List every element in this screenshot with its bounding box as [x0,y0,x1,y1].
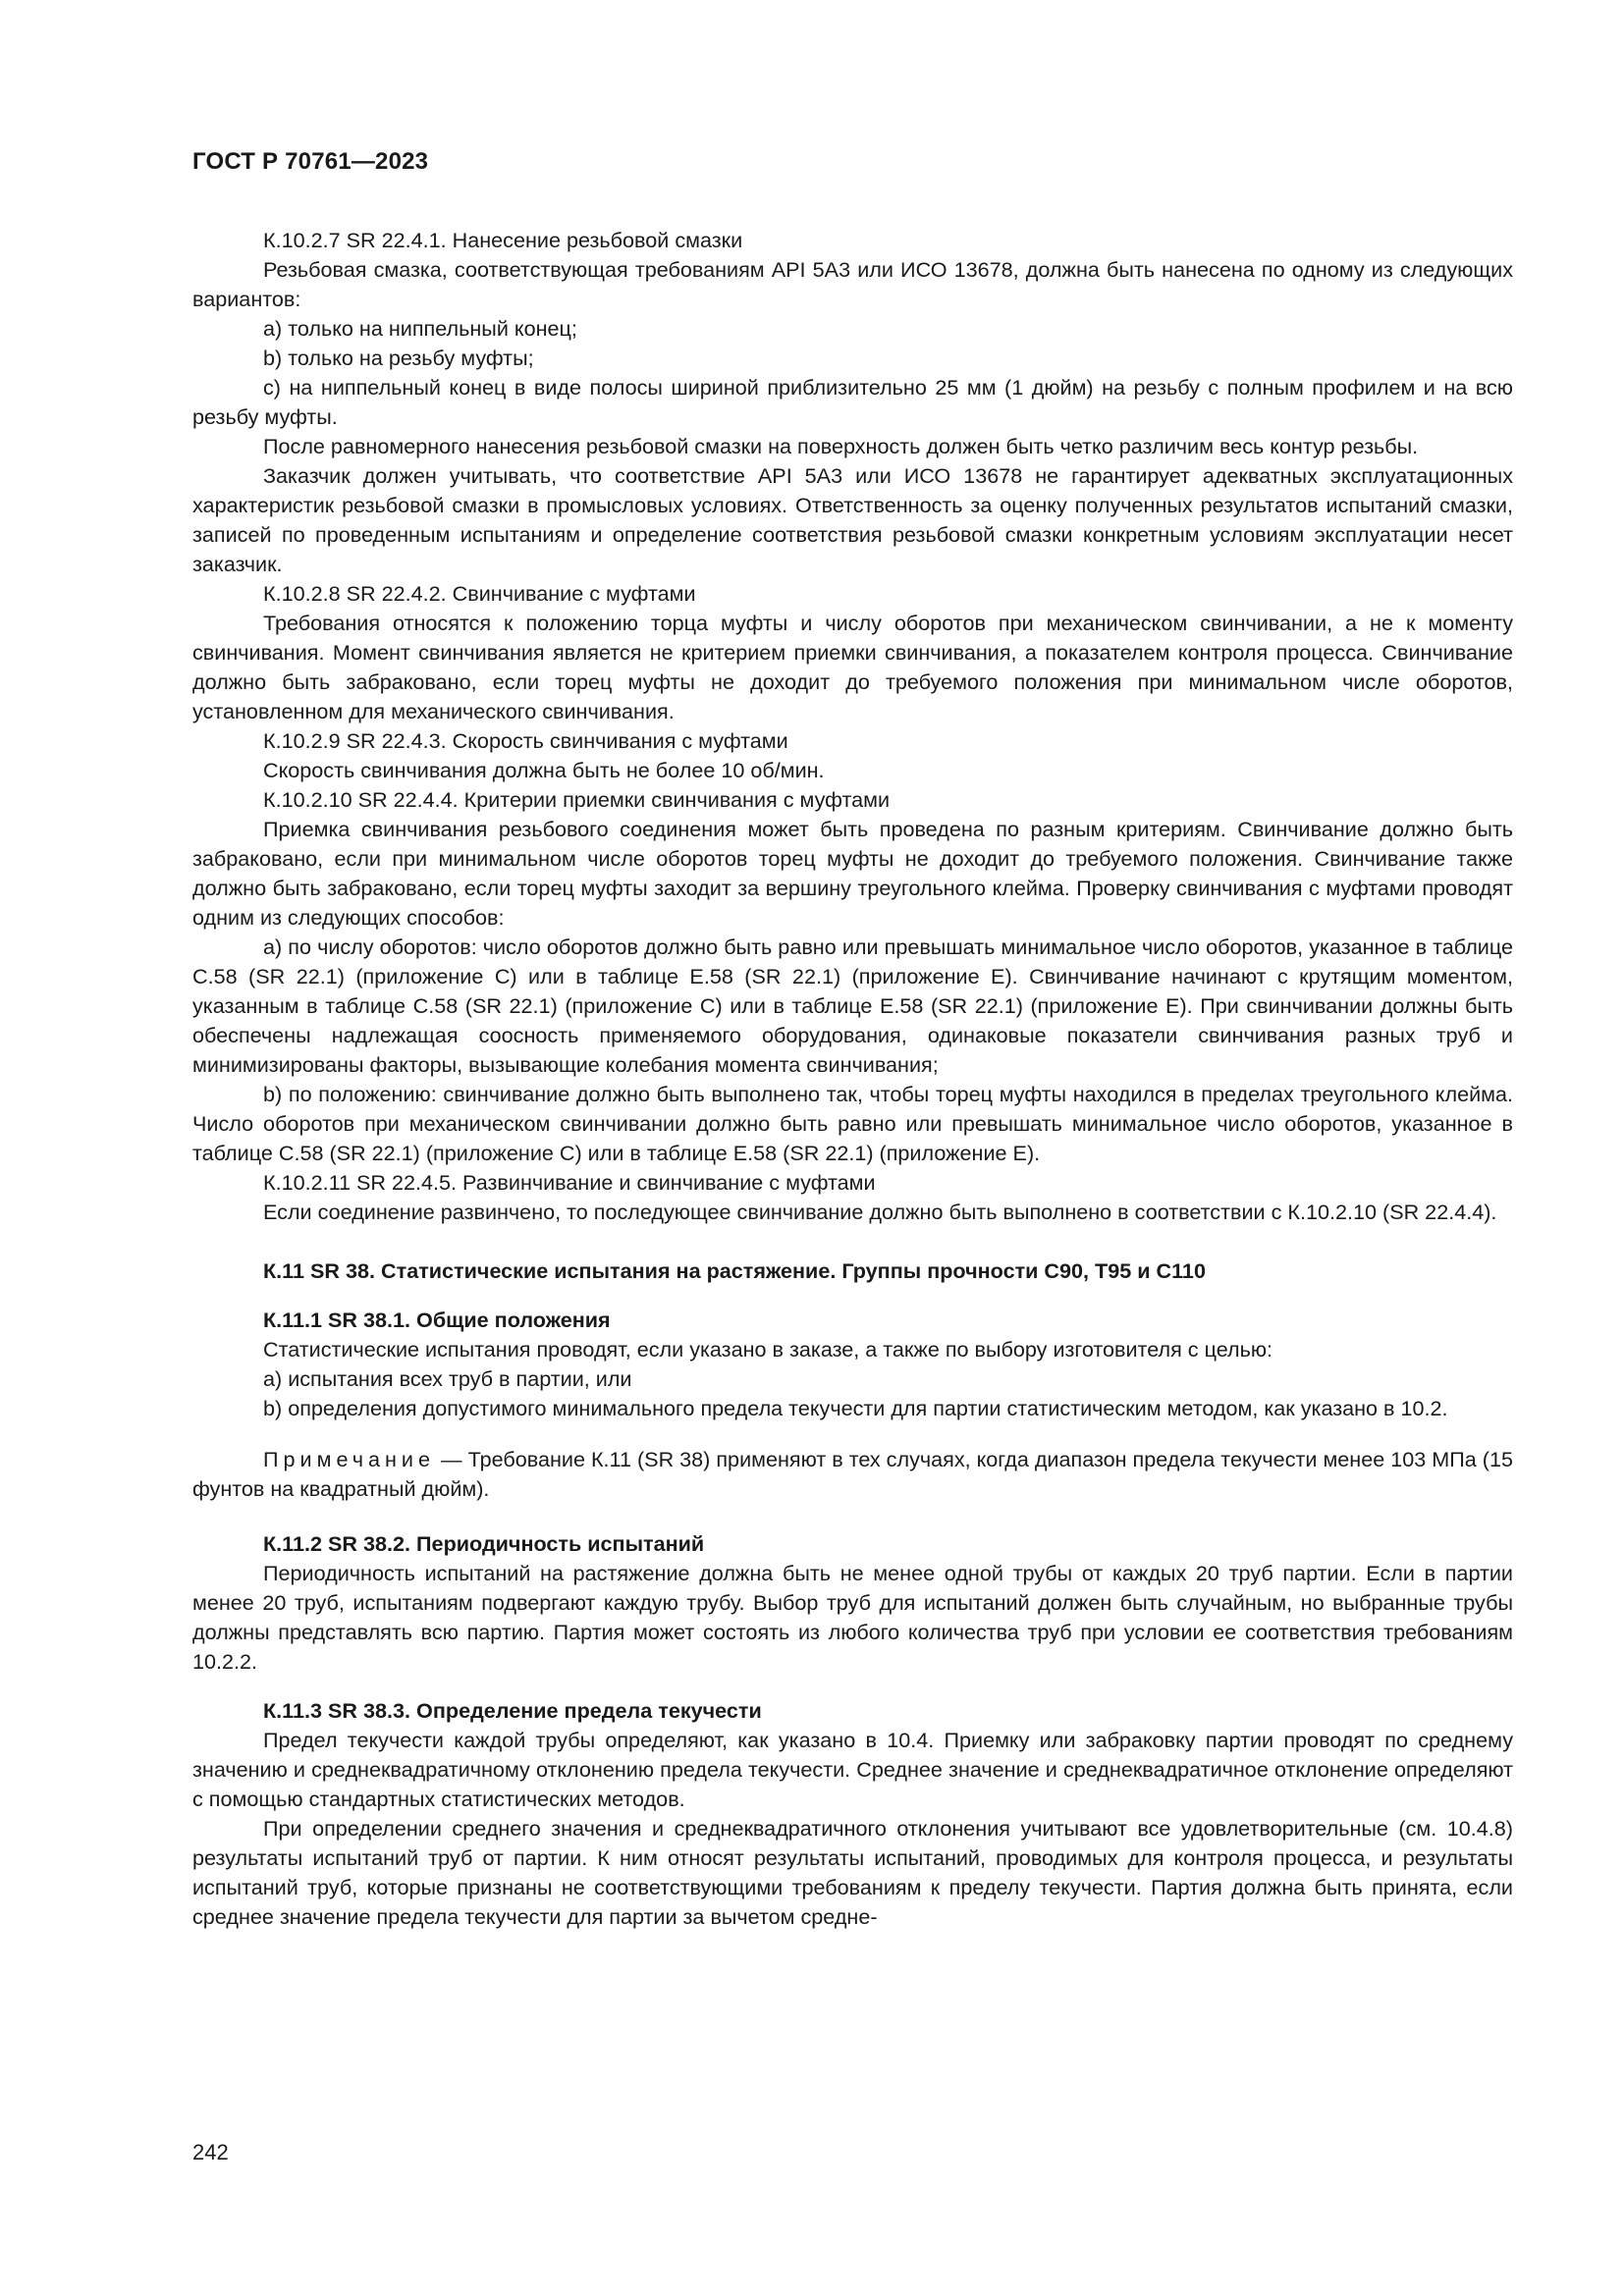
clause-k-10-2-7-title: К.10.2.7 SR 22.4.1. Нанесение резьбовой смазки [263,228,743,252]
section-k-11-2-heading: К.11.2 SR 38.2. Периодичность испытаний [263,1531,705,1556]
clause-k-10-2-11-title: К.10.2.11 SR 22.4.5. Развинчивание и свинчивание с муфтами [263,1170,876,1195]
list-item-b: b) только на резьбу муфты; [263,346,534,370]
paragraph: Требования относятся к положению торца муфты и числу оборотов при механическом свинчивании, а не к моменту свинчивания. Момент свинчивания является не критерием приемки свинчивания, а показателем контроля процесса. Свинчивание должно быть забраковано, если торец муфты не доходит до требуемого положения при минимальном числе оборотов, установленном для механического свинчивания. [192,611,1513,723]
section-k-11-heading: К.11 SR 38. Статистические испытания на растяжение. Группы прочности С90, Т95 и С110 [263,1258,1206,1283]
list-item-a: a) испытания всех труб в партии, или [263,1366,632,1391]
paragraph: Скорость свинчивания должна быть не более 10 об/мин. [263,758,825,782]
paragraph: Заказчик должен учитывать, что соответствие API 5A3 или ИСО 13678 не гарантирует адекватных эксплуатационных характеристик резьбовой смазки в промысловых условиях. Ответственность за оценку полученных результатов испытаний смазки, записей по проведенным испытаниям и определение соответствия резьбовой смазки конкретным условиям эксплуатации несет заказчик. [192,463,1513,576]
clause-k-10-2-8-title: К.10.2.8 SR 22.4.2. Свинчивание с муфтами [263,581,696,606]
page-body [192,226,1513,1932]
note-label: Примечание [263,1447,435,1471]
paragraph: Приемка свинчивания резьбового соединения может быть проведена по разным критериям. Свинчивание должно быть забраковано, если при минимальном числе оборотов торец муфты не доходит до требуемого положения. Свинчивание также должно быть забраковано, если торец муфты заходит за вершину треугольного клейма. Проверку свинчивания с муфтами проводят одним из следующих способов: [192,817,1513,930]
list-item-a: a) только на ниппельный конец; [263,316,577,341]
paragraph: После равномерного нанесения резьбовой смазки на поверхность должен быть четко различим весь контур резьбы. [263,434,1419,458]
paragraph: Статистические испытания проводят, если указано в заказе, а также по выбору изготовителя с целью: [263,1337,1273,1362]
paragraph: Резьбовая смазка, соответствующая требованиям API 5A3 или ИСО 13678, должна быть нанесена по одному из следующих вариантов: [192,257,1513,311]
paragraph: Периодичность испытаний на растяжение должна быть не менее одной трубы от каждых 20 труб партии. Если в партии менее 20 труб, испытаниям подвергают каждую трубу. Выбор труб для испытаний должен быть случайным, но выбранные трубы должны представлять всю партию. Партия может состоять из любого количества труб при условии ее соответствия требованиям 10.2.2. [192,1561,1513,1674]
clause-k-10-2-10-title: К.10.2.10 SR 22.4.4. Критерии приемки свинчивания с муфтами [263,787,891,812]
section-k-11-1-heading: К.11.1 SR 38.1. Общие положения [263,1308,611,1332]
list-item-b: b) определения допустимого минимального предела текучести для партии статистическим методом, как указано в 10.2. [263,1396,1448,1420]
note-paragraph [192,1445,1513,1504]
paragraph: Предел текучести каждой трубы определяют, как указано в 10.4. Приемку или забраковку партии проводят по среднему значению и среднеквадратичному отклонению предела текучести. Среднее значение и среднеквадратичное отклонение определяют с помощью стандартных статистических методов. [192,1728,1513,1811]
paragraph: Если соединение развинчено, то последующее свинчивание должно быть выполнено в соответствии с К.10.2.10 (SR 22.4.4). [263,1200,1497,1224]
note-text: — Требование К.11 (SR 38) применяют в тех случаях, когда диапазон предела текучести менее 103 МПа (15 фунтов на квадратный дюйм). [192,1447,1513,1501]
list-item-b: b) по положению: свинчивание должно быть выполнено так, чтобы торец муфты находился в пределах треугольного клейма. Число оборотов при механическом свинчивании должно быть равно или превышать минимальное число оборотов, указанное в таблице С.58 (SR 22.1) (приложение С) или в таблице E.58 (SR 22.1) (приложение E). [192,1082,1513,1165]
paragraph: При определении среднего значения и среднеквадратичного отклонения учитывают все удовлетворительные (см. 10.4.8) результаты испытаний труб от партии. К ним относят результаты испытаний, проводимых для контроля процесса, и результаты испытаний труб, которые признаны не соответствующими требованиям к пределу текучести. Партия должна быть принята, если среднее значение предела текучести для партии за вычетом средне- [192,1816,1513,1929]
page-number: 242 [192,2140,229,2164]
standard-header: ГОСТ Р 70761—2023 [192,148,429,175]
list-item-a: a) по числу оборотов: число оборотов должно быть равно или превышать минимальное число оборотов, указанное в таблице С.58 (SR 22.1) (приложение С) или в таблице E.58 (SR 22.1) (приложение E). Свинчивание начинают с крутящим моментом, указанным в таблице С.58 (SR 22.1) (приложение С) или в таблице E.58 (SR 22.1) (приложение E). При свинчивании должны быть обеспечены надлежащая соосность применяемого оборудования, одинаковые показатели свинчивания разных труб и минимизированы факторы, вызывающие колебания момента свинчивания; [192,934,1513,1077]
list-item-c: c) на ниппельный конец в виде полосы шириной приблизительно 25 мм (1 дюйм) на резьбу с полным профилем и на всю резьбу муфты. [192,375,1513,429]
section-k-11-3-heading: К.11.3 SR 38.3. Определение предела текучести [263,1698,762,1723]
clause-k-10-2-9-title: К.10.2.9 SR 22.4.3. Скорость свинчивания с муфтами [263,728,788,753]
